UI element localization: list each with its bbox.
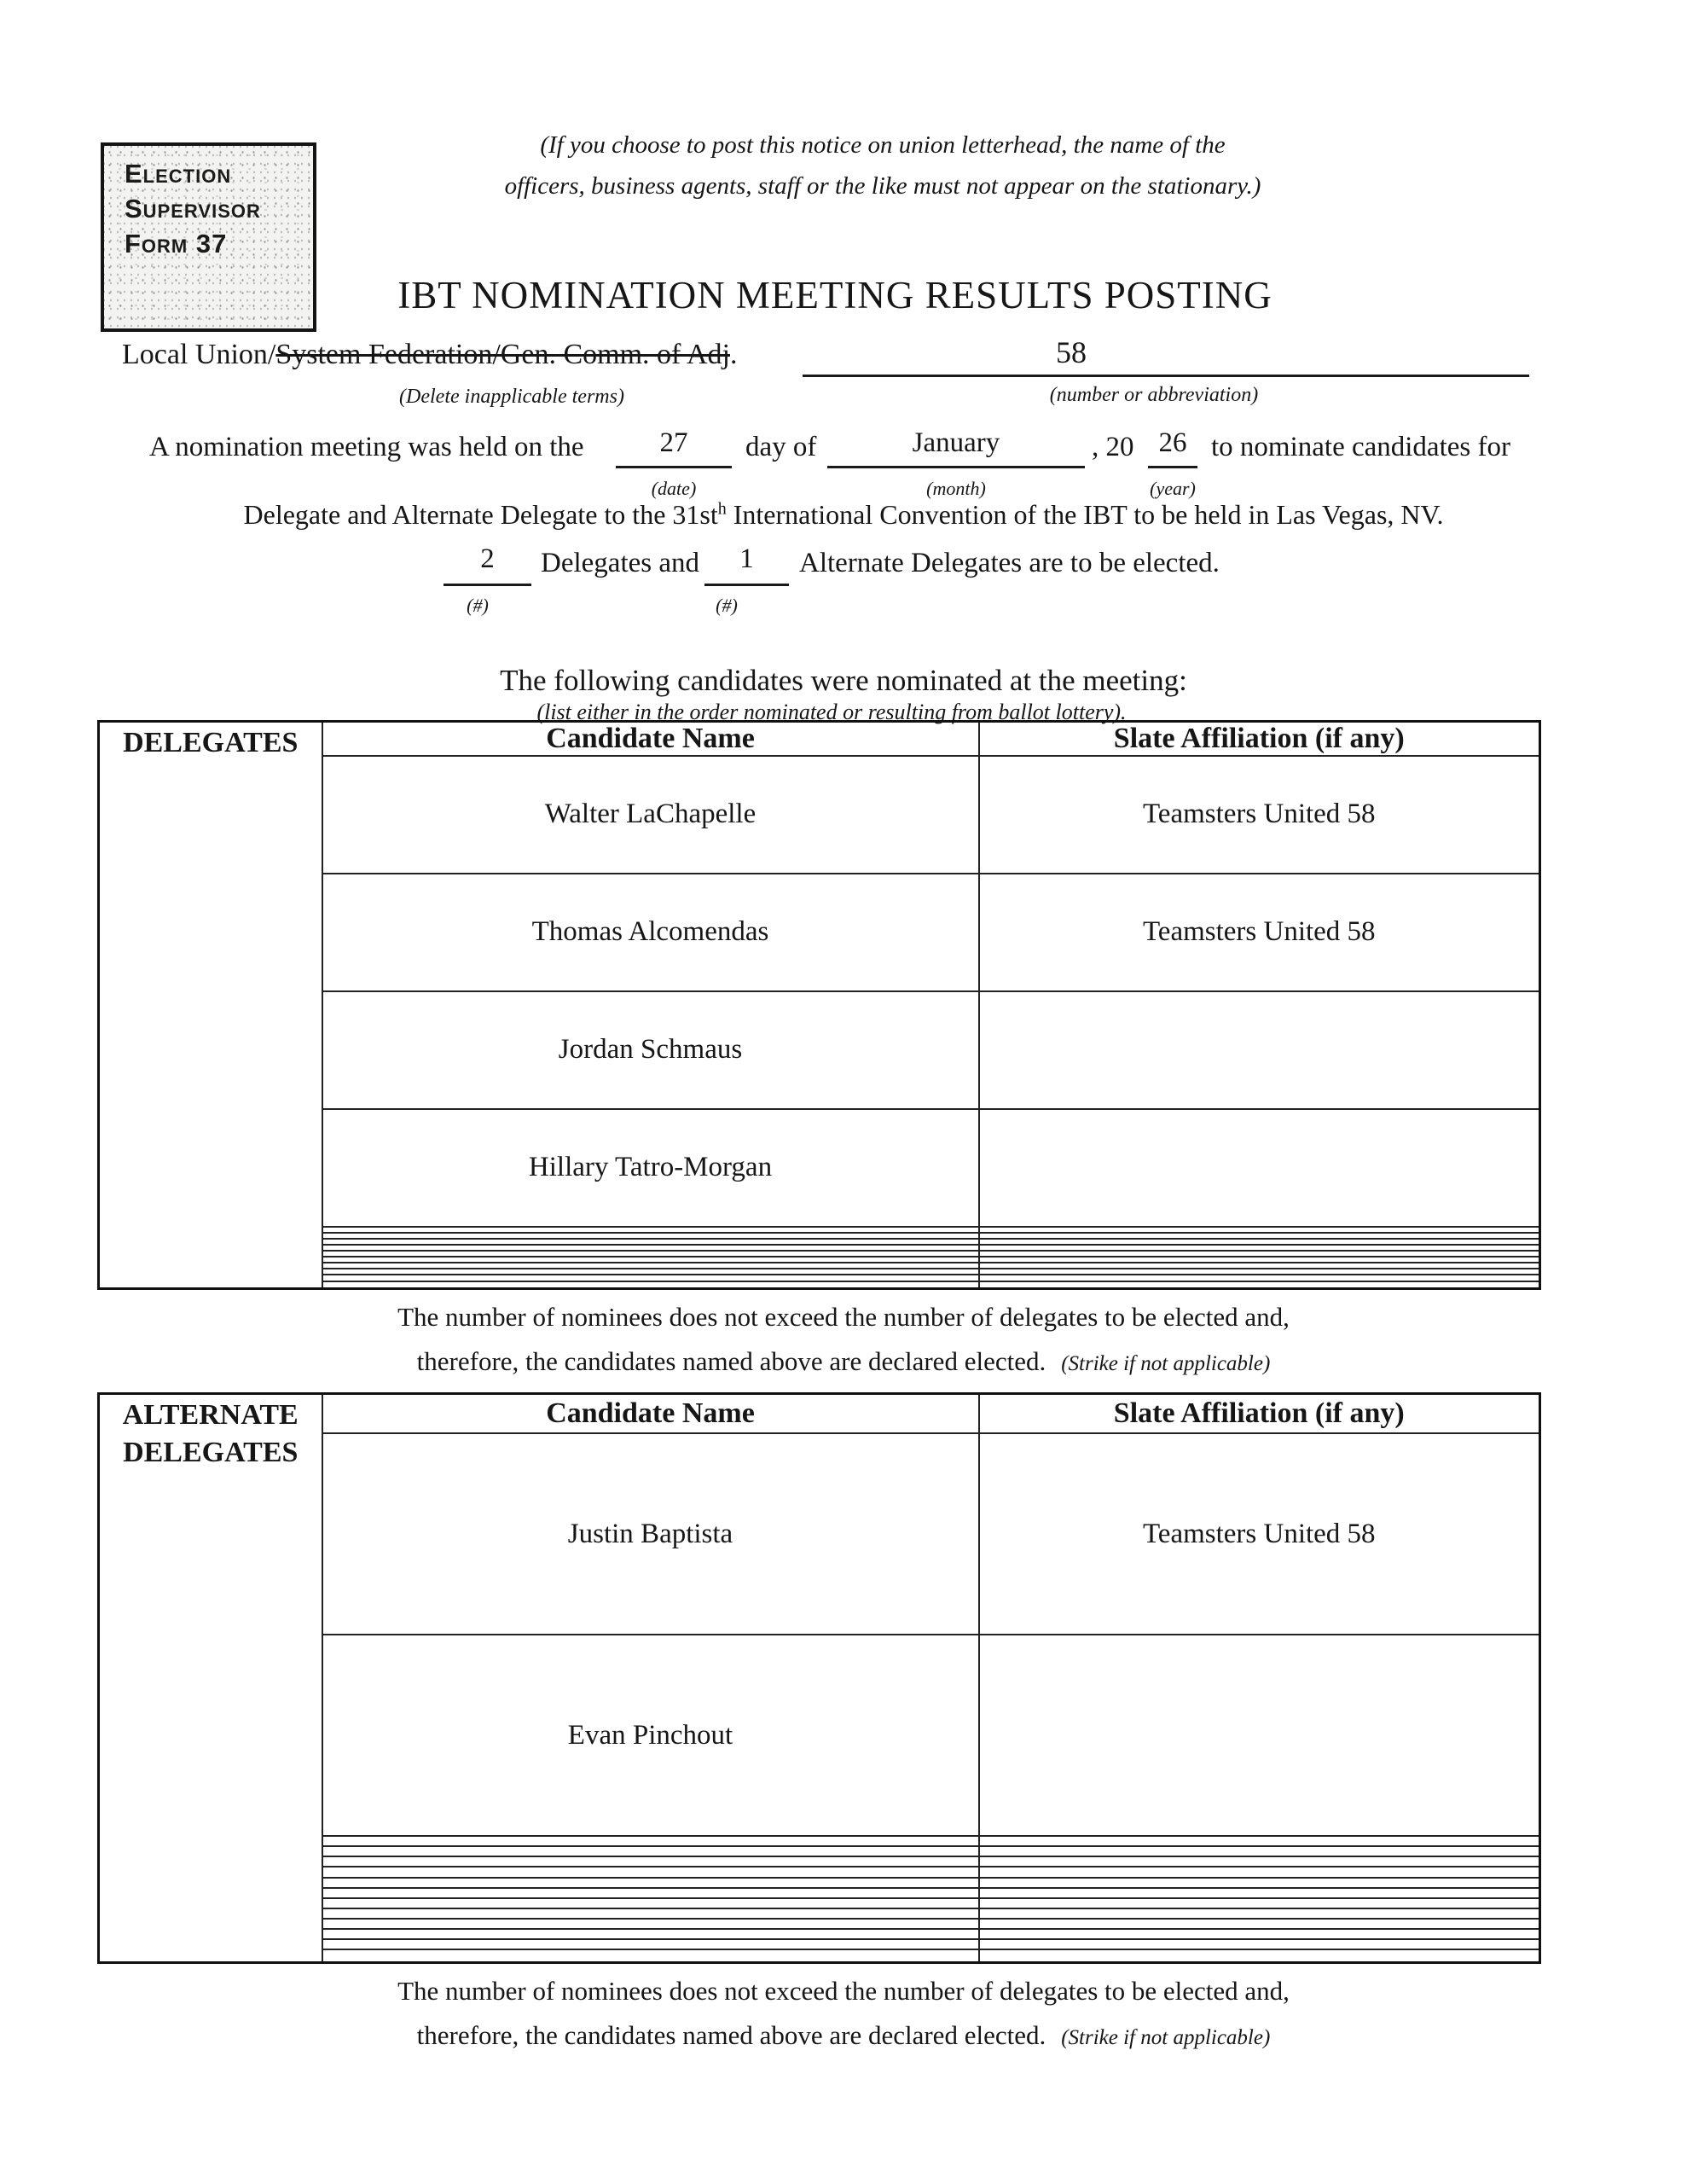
- meeting-sentence-part3: , 20: [1092, 432, 1134, 462]
- delegates-declared-elected-text: [0, 1302, 1687, 1377]
- local-union-prefix: Local Union/: [122, 339, 276, 370]
- slate-affiliation-cell: [979, 1878, 1540, 1888]
- candidate-name-cell: [322, 1939, 979, 1949]
- candidate-name-cell: [322, 1898, 979, 1908]
- slate-affiliation-cell: [979, 1846, 1540, 1856]
- delegates-row-label: [99, 722, 322, 1289]
- local-union-number-underline: [803, 334, 1529, 377]
- alternates-row-label: [99, 1394, 322, 1963]
- delegates-count-hash-label: (#): [467, 595, 489, 616]
- slate-affiliation-cell: [979, 1856, 1540, 1867]
- slate-affiliation-cell: [979, 1257, 1540, 1263]
- slate-affiliation-cell: [979, 1275, 1540, 1281]
- declared-line1: The number of nominees does not exceed the number of delegates to be elected and,: [397, 1976, 1290, 2006]
- meeting-sentence-line2: [0, 499, 1687, 531]
- stamp-line-supervisor: Supervisor: [125, 194, 261, 224]
- nominated-subheading: (list either in the order nominated or resulting from ballot lottery).: [536, 700, 1127, 724]
- page-title: IBT NOMINATION MEETING RESULTS POSTING: [397, 274, 1272, 317]
- candidate-name-cell: [322, 1245, 979, 1251]
- slate-affiliation-cell: [979, 1867, 1540, 1877]
- meeting-sentence-part4: to nominate candidates for: [1211, 432, 1510, 462]
- candidate-name-cell: [322, 1919, 979, 1929]
- month-field-label: (month): [926, 478, 986, 499]
- meeting-month-blank: January: [827, 427, 1085, 468]
- slate-affiliation-cell: [979, 1898, 1540, 1908]
- candidate-name-cell: Walter LaChapelle: [322, 756, 979, 874]
- slate-affiliation-cell: Teamsters United 58: [979, 756, 1540, 874]
- candidate-name-cell: [322, 1949, 979, 1962]
- candidate-name-cell: [322, 1867, 979, 1877]
- candidate-name-cell: [322, 1233, 979, 1239]
- candidate-name-cell: Thomas Alcomendas: [322, 874, 979, 991]
- meeting-year-blank: 26: [1148, 427, 1197, 468]
- slate-affiliation-cell: [979, 1836, 1540, 1846]
- candidate-name-cell: [322, 1227, 979, 1233]
- local-union-line: [122, 338, 737, 373]
- candidate-name-cell: [322, 1239, 979, 1245]
- slate-affiliation-cell: [979, 991, 1540, 1109]
- candidate-name-cell: [322, 1929, 979, 1939]
- counts-middle-text: Delegates and: [541, 548, 699, 578]
- counts-suffix-text: Alternate Delegates are to be elected.: [799, 548, 1220, 578]
- declared-line2-text: therefore, the candidates named above are declared elected.: [416, 1346, 1046, 1376]
- slate-affiliation-header: Slate Affiliation (if any): [979, 722, 1540, 757]
- delegates-label-text: DELEGATES: [123, 727, 299, 758]
- slate-affiliation-cell: [979, 1888, 1540, 1898]
- candidate-name-header: Candidate Name: [322, 1394, 979, 1434]
- delegates-count-blank: 2: [443, 543, 531, 586]
- slate-affiliation-cell: [979, 1939, 1540, 1949]
- candidate-name-cell: [322, 1836, 979, 1846]
- declared-line2: [0, 1346, 1687, 1377]
- strike-if-not-applicable-note: (Strike if not applicable): [1061, 1352, 1271, 1375]
- alternates-count-blank: 1: [704, 543, 789, 586]
- meeting-sentence-part2: day of: [745, 432, 817, 462]
- candidate-name-cell: Jordan Schmaus: [322, 991, 979, 1109]
- candidate-name-cell: Evan Pinchout: [322, 1635, 979, 1836]
- slate-affiliation-cell: [979, 1233, 1540, 1239]
- local-union-number-value: 58: [1056, 335, 1087, 369]
- stamp-line-election: Election: [125, 159, 232, 189]
- candidate-name-cell: [322, 1275, 979, 1281]
- declared-line2: [0, 2020, 1687, 2051]
- strike-if-not-applicable-note: (Strike if not applicable): [1061, 2026, 1271, 2049]
- alternates-label-line2: DELEGATES: [123, 1437, 299, 1468]
- letterhead-notice-line1: (If you choose to post this notice on union letterhead, the name of the: [540, 131, 1226, 159]
- hint-delete-inapplicable-terms: (Delete inapplicable terms): [399, 386, 624, 408]
- slate-affiliation-cell: Teamsters United 58: [979, 1433, 1540, 1635]
- slate-affiliation-cell: [979, 1245, 1540, 1251]
- hint-number-or-abbreviation: (number or abbreviation): [1049, 384, 1259, 406]
- candidate-name-cell: [322, 1269, 979, 1275]
- slate-affiliation-header: Slate Affiliation (if any): [979, 1394, 1540, 1434]
- meeting-date-blank: 27: [616, 427, 732, 468]
- slate-affiliation-cell: Teamsters United 58: [979, 874, 1540, 991]
- candidate-name-cell: [322, 1888, 979, 1898]
- candidate-name-cell: [322, 1257, 979, 1263]
- candidate-name-cell: [322, 1856, 979, 1867]
- slate-affiliation-cell: [979, 1269, 1540, 1275]
- candidate-name-header: Candidate Name: [322, 722, 979, 757]
- slate-affiliation-cell: [979, 1109, 1540, 1227]
- declared-line1: The number of nominees does not exceed the number of delegates to be elected and,: [397, 1302, 1290, 1332]
- slate-affiliation-cell: [979, 1949, 1540, 1962]
- slate-affiliation-cell: [979, 1919, 1540, 1929]
- alternates-count-hash-label: (#): [716, 595, 738, 616]
- letterhead-notice: [435, 125, 1330, 206]
- slate-affiliation-cell: [979, 1263, 1540, 1269]
- slate-affiliation-cell: [979, 1281, 1540, 1289]
- candidate-name-cell: Hillary Tatro-Morgan: [322, 1109, 979, 1227]
- meeting-line2-text-b: International Convention of the IBT to be held in Las Vegas, NV.: [726, 499, 1444, 530]
- alternates-header-row: [99, 1394, 1540, 1434]
- slate-affiliation-cell: [979, 1251, 1540, 1257]
- slate-affiliation-cell: [979, 1929, 1540, 1939]
- stamp-line-form37: Form 37: [125, 229, 228, 258]
- local-union-period: .: [729, 339, 738, 370]
- slate-affiliation-cell: [979, 1635, 1540, 1836]
- date-field-label: (date): [651, 478, 697, 499]
- meeting-line2-superscript: h: [717, 499, 727, 519]
- slate-affiliation-cell: [979, 1227, 1540, 1233]
- candidate-name-cell: Justin Baptista: [322, 1433, 979, 1635]
- alternates-label-line1: ALTERNATE: [122, 1399, 299, 1431]
- declared-line2-text: therefore, the candidates named above are declared elected.: [416, 2020, 1046, 2050]
- candidate-name-cell: [322, 1846, 979, 1856]
- delegates-table: [97, 720, 1541, 1290]
- alternates-declared-elected-text: [0, 1976, 1687, 2051]
- candidate-name-cell: [322, 1878, 979, 1888]
- candidate-name-cell: [322, 1908, 979, 1919]
- meeting-sentence-part1: A nomination meeting was held on the: [149, 432, 584, 462]
- meeting-line2-text-a: Delegate and Alternate Delegate to the 31st: [243, 499, 718, 530]
- candidate-name-cell: [322, 1251, 979, 1257]
- candidate-name-cell: [322, 1281, 979, 1289]
- nominated-heading: The following candidates were nominated at the meeting:: [500, 664, 1187, 697]
- slate-affiliation-cell: [979, 1239, 1540, 1245]
- letterhead-notice-line2: officers, business agents, staff or the like must not appear on the stationary.): [504, 172, 1261, 200]
- slate-affiliation-cell: [979, 1908, 1540, 1919]
- alternate-delegates-table: [97, 1392, 1541, 1964]
- struck-inapplicable-terms: System Federation/Gen. Comm. of Adj: [275, 339, 730, 370]
- delegates-header-row: [99, 722, 1540, 757]
- year-field-label: (year): [1150, 478, 1196, 499]
- candidate-name-cell: [322, 1263, 979, 1269]
